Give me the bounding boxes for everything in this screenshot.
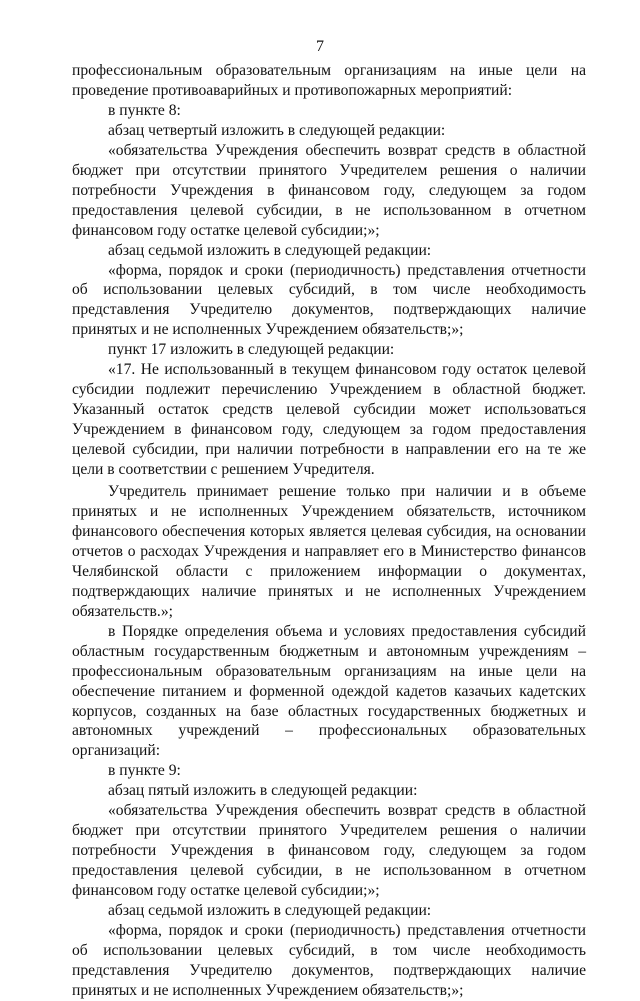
paragraph-quote: «форма, порядок и сроки (периодичность) представления отчетности об использовании целевых субсидий, в том числе необходимость представления Учредителю документов, подтверждающих наличие принятых и не исполненных Учреждением обязательств;»;	[72, 261, 586, 339]
paragraph-text: в Порядке определения объема и условиях предоставления субсидий областным государственным бюджетным и автономным учреждениям – профессиональным образовательным организациям на иные цели на обеспечение питанием и форменной одеждой кадетов казачьих кадетских корпусов, созданных на базе областных государственных бюджетных и автономных учреждений – профессиональных образовательных организаций:	[72, 622, 586, 760]
paragraph-item-9: в пункте 9:	[108, 762, 181, 780]
paragraph-instruction: пункт 17 изложить в следующей редакции:	[108, 341, 395, 359]
paragraph-instruction: абзац седьмой изложить в следующей редакции:	[108, 241, 432, 259]
paragraph-instruction: абзац седьмой изложить в следующей редакции:	[108, 902, 432, 920]
paragraph-quote: Учредитель принимает решение только при наличии и в объеме принятых и не исполненных Учреждением обязательств, источником финансового обеспечения которых является целевая субсидия, на основании отчетов о расходах Учреждения и направляет его в Министерство финансов Челябинской области с приложением информации о документах, подтверждающих наличие принятых и не исполненных Учреждением обязательств.»;	[72, 483, 586, 620]
paragraph-quote: «форма, порядок и сроки (периодичность) представления отчетности об использовании целевых субсидий, в том числе необходимость представления Учредителю документов, подтверждающих наличие принятых и не исполненных Учреждением обязательств;»;	[72, 921, 586, 999]
paragraph-quote: «17. Не использованный в текущем финансовом году остаток целевой субсидии подлежит перечислению Учреждением в областной бюджет. Указанный остаток средств целевой субсидии может использоваться Учреждением в финансовом году, следующем за годом предоставления целевой субсидии, при наличии потребности в направлении его на те же цели в соответствии с решением Учредителя.	[72, 361, 586, 479]
paragraph-continuation: профессиональным образовательным организациям на иные цели на проведение противоаварийных и противопожарных мероприятий:	[72, 62, 586, 99]
paragraph-item-8: в пункте 8:	[108, 101, 181, 119]
paragraph-quote: «обязательства Учреждения обеспечить возврат средств в областной бюджет при отсутствии принятого Учредителем решения о наличии потребности Учреждения в финансовом году, следующем за годом предоставления целевой субсидии, в не использованном в отчетном финансовом году остатке целевой субсидии;»;	[72, 141, 586, 239]
paragraph-instruction: абзац пятый изложить в следующей редакции:	[108, 782, 418, 800]
paragraph-instruction: абзац четвертый изложить в следующей редакции:	[108, 121, 446, 139]
document-body	[72, 61, 586, 1001]
page-number: 7	[316, 38, 324, 55]
paragraph-quote: «обязательства Учреждения обеспечить возврат средств в областной бюджет при отсутствии принятого Учредителем решения о наличии потребности Учреждения в финансовом году, следующем за годом предоставления целевой субсидии, в не использованном в отчетном финансовом году остатке целевой субсидии;»;	[72, 802, 586, 900]
